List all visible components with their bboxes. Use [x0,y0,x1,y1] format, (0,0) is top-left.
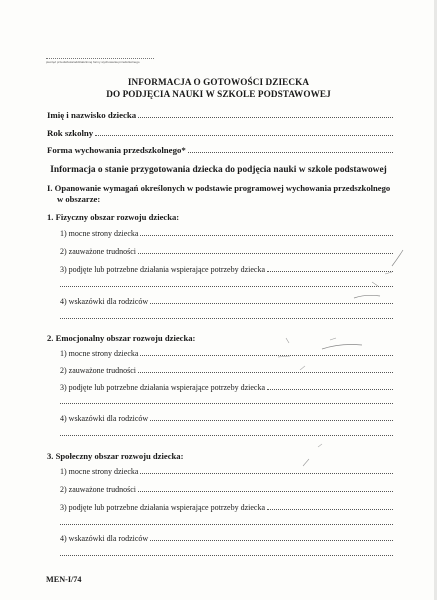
area1-actions-line[interactable] [267,270,393,272]
area2-strengths-label: 1) mocne strony dziecka [60,349,139,358]
area2-actions-extra-line[interactable] [60,403,393,404]
area2-difficulties[interactable] [60,366,393,375]
area1-difficulties[interactable] [60,247,393,256]
form-title-line2: DO PODJĘCIA NAUKI W SZKOLE PODSTAWOWEJ [106,89,331,99]
area1-parent-tips[interactable] [60,297,393,306]
area2-parent-tips-line[interactable] [150,419,393,421]
area-emotional-title: 2. Emocjonalny obszar rozwoju dziecka: [47,333,196,343]
area3-parent-tips-line[interactable] [150,539,393,541]
area3-difficulties[interactable] [60,485,393,494]
area3-difficulties-line[interactable] [138,490,393,492]
area1-strengths-label: 1) mocne strony dziecka [60,229,139,238]
area1-actions-label: 3) podjęte lub potrzebne działania wspierające potrzeby dziecka [60,265,266,274]
preschool-form-field[interactable] [47,145,393,155]
area3-actions-line[interactable] [267,508,393,510]
area1-strengths-line[interactable] [140,234,393,236]
area-physical-title: 1. Fizyczny obszar rozwoju dziecka: [47,212,180,222]
area3-parent-tips-label: 4) wskazówki dla rodziców [60,534,149,543]
stamp-caption: pieczęć przedszkola/oddziału/innej formy wychowania przedszkolnego [46,60,140,64]
area2-difficulties-label: 2) zauważone trudności [60,366,136,375]
main-heading: Informacja o stanie przygotowania dziecka do podjęcia nauki w szkole podstawowej [50,165,387,175]
school-year-line[interactable] [95,134,393,136]
name-field-label: Imię i nazwisko dziecka [47,110,137,120]
form-code: MEN-I/74 [46,575,82,584]
area1-tips-extra-line[interactable] [60,318,393,319]
name-field-line[interactable] [138,116,393,118]
area2-tips-extra-line[interactable] [60,435,393,436]
area2-actions-line[interactable] [267,388,393,390]
section-1-heading [47,183,397,205]
pencil-mark-10 [303,459,309,466]
area1-parent-tips-label: 4) wskazówki dla rodziców [60,297,149,306]
section-1-line1: I. Opanowanie wymagań określonych w podstawie programowej wychowania przedszkolnego [47,183,391,193]
area-social-title: 3. Społeczny obszar rozwoju dziecka: [47,451,184,461]
area1-actions[interactable] [60,265,393,274]
area1-difficulties-line[interactable] [138,252,393,254]
area3-actions-label: 3) podjęte lub potrzebne działania wspierające potrzeby dziecka [60,503,266,512]
area3-strengths-label: 1) mocne strony dziecka [60,467,139,476]
section-1-line2: w obszarze: [57,194,101,204]
stamp-line [46,58,154,59]
area3-strengths[interactable] [60,467,393,476]
area3-strengths-line[interactable] [140,472,393,474]
area2-strengths-line[interactable] [140,354,393,356]
school-year-label: Rok szkolny [47,128,94,138]
area2-difficulties-line[interactable] [138,371,393,373]
preschool-form-line[interactable] [188,151,393,153]
form-title-line1: INFORMACJA O GOTOWOŚCI DZIECKA [127,77,310,87]
area1-actions-extra-line[interactable] [60,286,393,287]
area3-difficulties-label: 2) zauważone trudności [60,485,136,494]
area2-actions-label: 3) podjęte lub potrzebne działania wspierające potrzeby dziecka [60,383,266,392]
area2-parent-tips-label: 4) wskazówki dla rodziców [60,414,149,423]
pencil-mark-8 [286,338,289,343]
area2-strengths[interactable] [60,349,393,358]
area1-parent-tips-line[interactable] [150,302,393,304]
area1-difficulties-label: 2) zauważone trudności [60,247,136,256]
area3-actions-extra-line[interactable] [60,524,393,525]
pencil-mark-6 [330,338,336,340]
school-year-field[interactable] [47,128,393,138]
pencil-mark-1 [392,250,403,266]
area1-strengths[interactable] [60,229,393,238]
area3-tips-extra-line[interactable] [60,555,393,556]
area2-actions[interactable] [60,383,393,392]
name-field[interactable] [47,110,393,120]
area2-parent-tips[interactable] [60,414,393,423]
area3-parent-tips[interactable] [60,534,393,543]
preschool-form-label: Forma wychowania przedszkolnego* [47,145,186,155]
area3-actions[interactable] [60,503,393,512]
pencil-mark-11 [318,444,322,447]
